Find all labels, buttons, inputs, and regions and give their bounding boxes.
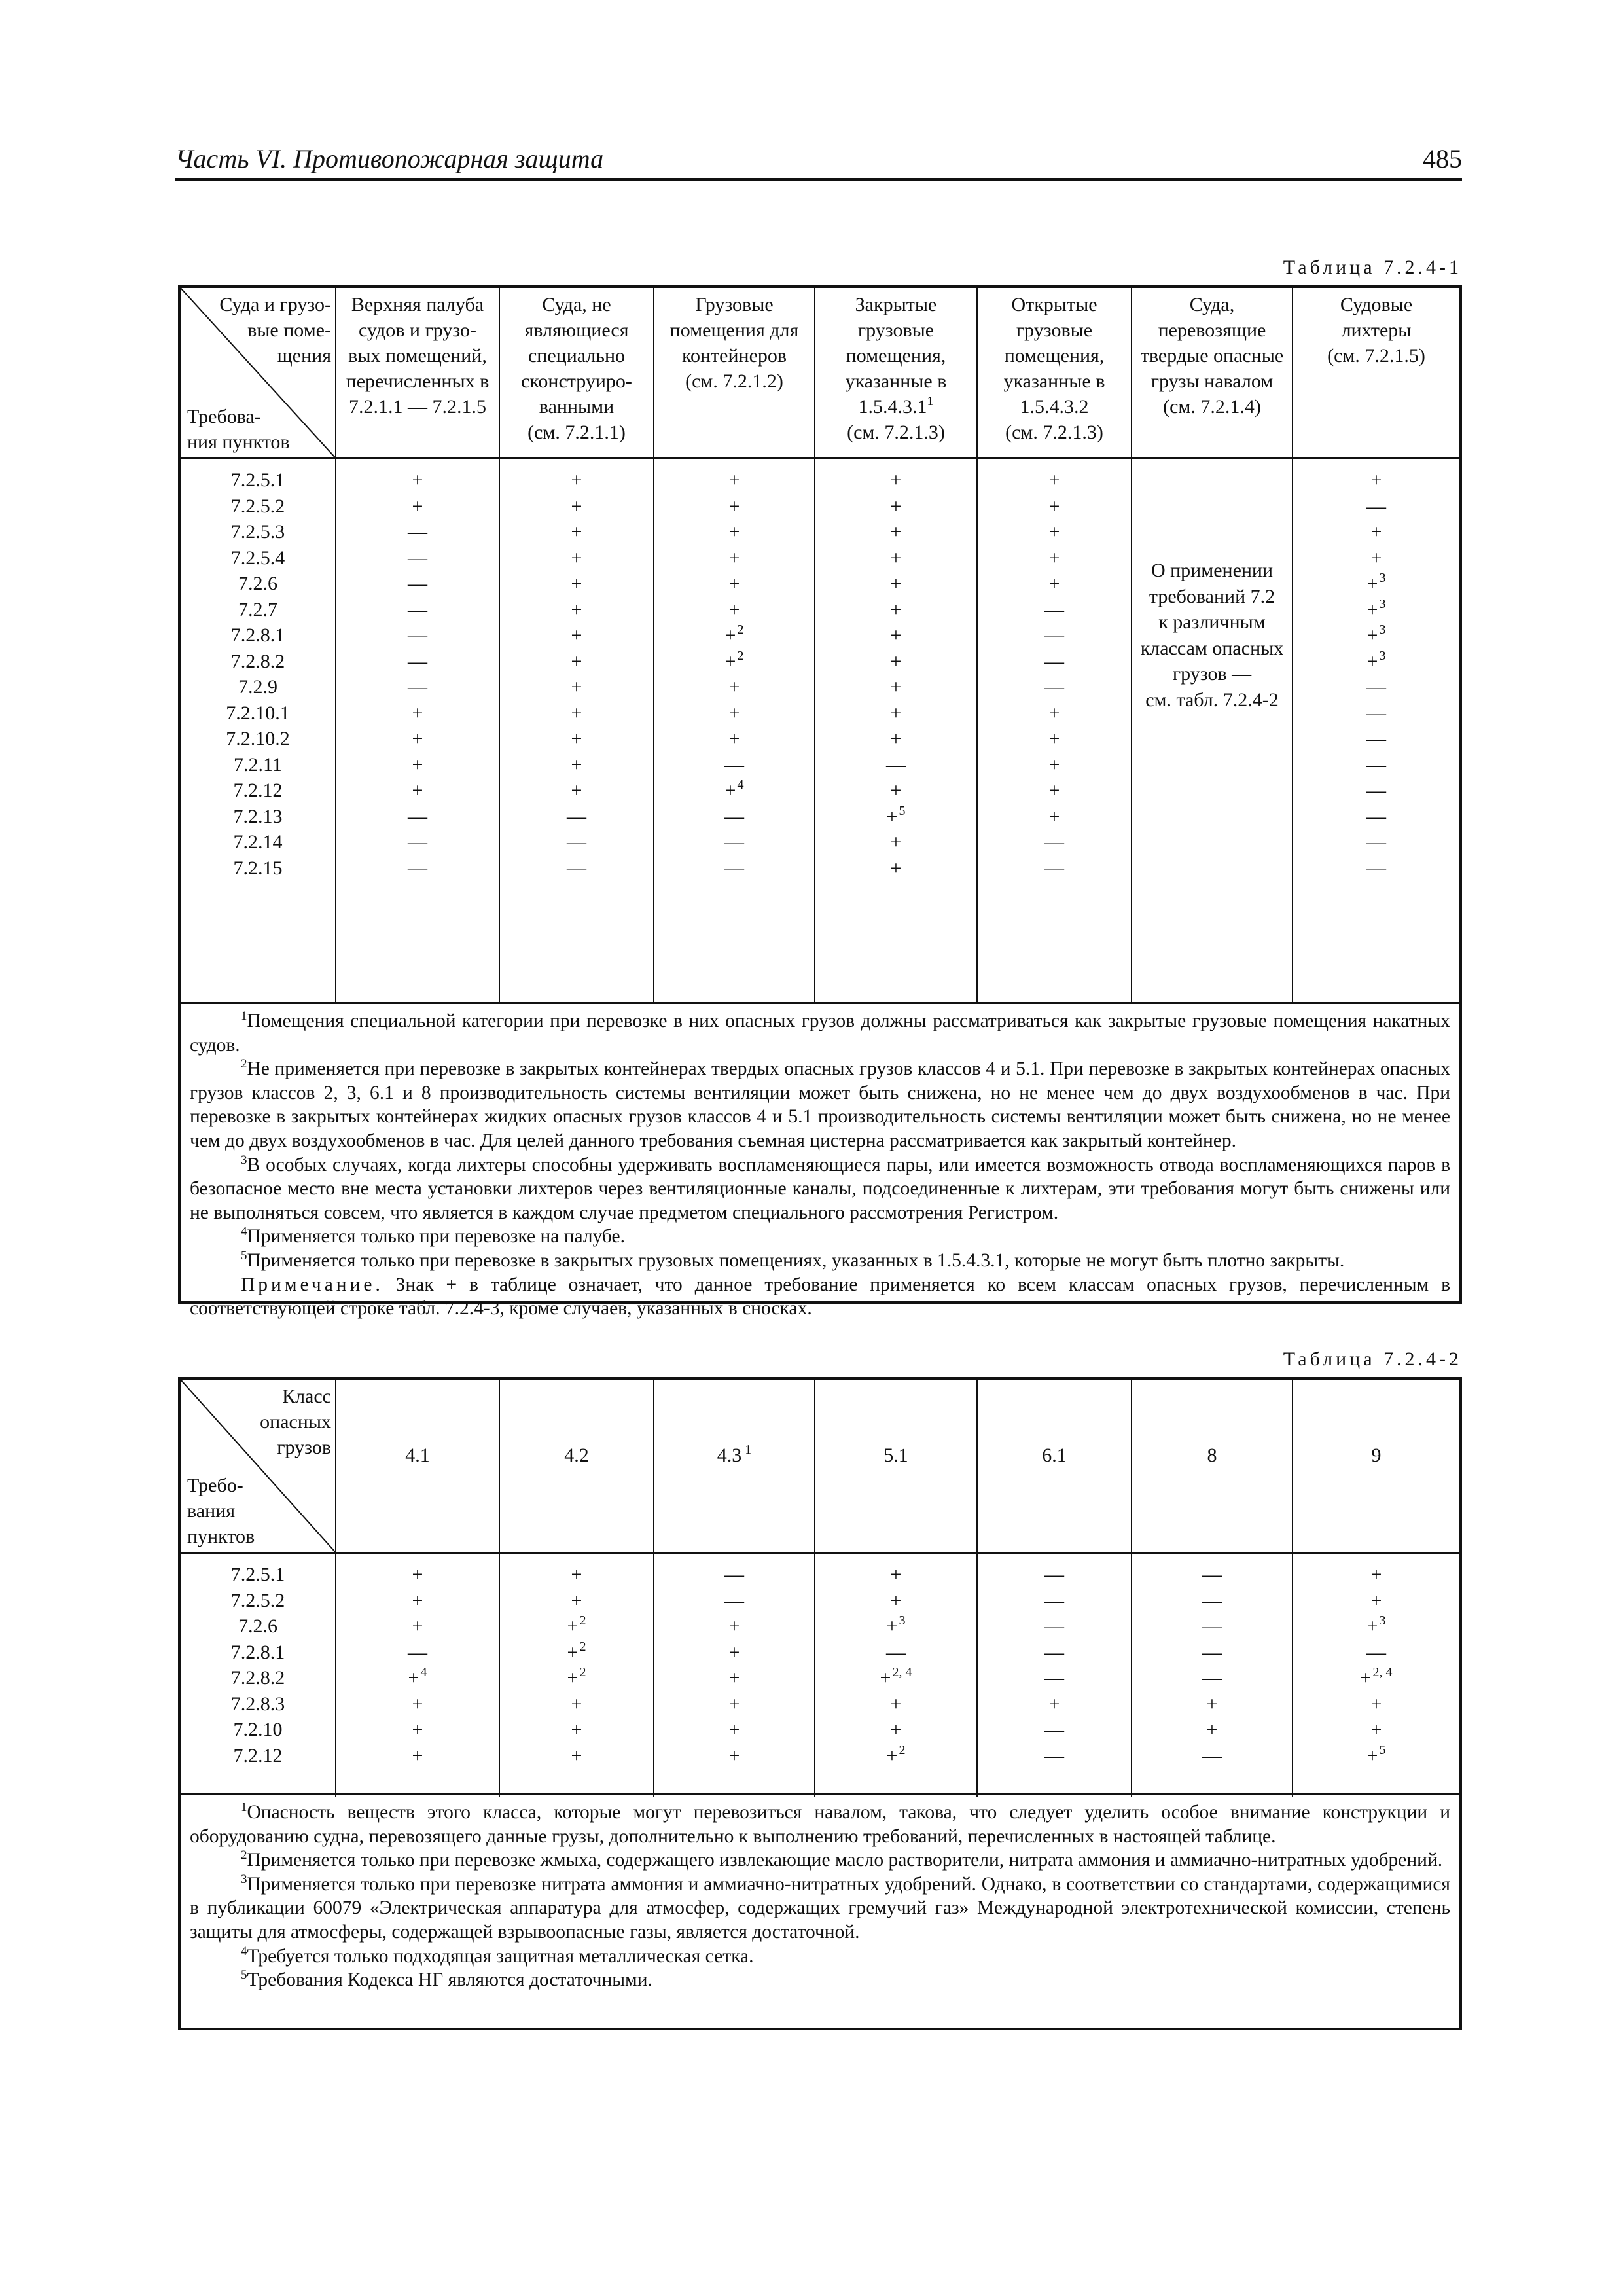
table1-row-labels [181,459,335,1002]
table2-body [181,1554,1459,1797]
table2-column-header-1: 4.1 [335,1380,499,1552]
table1-cell: + $^3$ [1366,622,1386,646]
table1-cell: — [408,805,427,827]
table2-cell: — [1202,1589,1222,1611]
table1-cell: — [567,831,586,853]
table2-cell: + [412,1615,423,1637]
table1-cell: + [1048,495,1060,517]
footnote-mark: 4 [241,1944,247,1958]
table2-row-label: 7.2.8.2 [230,1667,285,1689]
table1-corner-bottom: Требова- ния пунктов [187,406,290,453]
table1-cell: + [890,547,902,569]
table1-cell: — [408,573,427,594]
table1-cell: + [890,495,902,517]
table1-header [181,288,1459,459]
table1-cell: + [728,728,740,749]
footnote-ref: 2 [899,1742,906,1757]
table1-notes [181,1002,1459,1319]
table1-cell: — [724,831,744,853]
table1-cell: + [728,676,740,698]
table1-cell: + [571,469,582,491]
table1-footnote-3: $^3$В особых случаях, когда лихтеры способны удерживать воспламеняющиеся пары, или имеется возможность отвода воспламеняющихся паров в безопасное место вне места установки лихтеров через вентиляционные каналы, подсоединенные к лихтерам, эти требования могут быть снижены или не выполняться совсем, что является в каждом случае предметом специального рассмотрения Регистром. [190,1153,1450,1223]
table1-footnote-1: $^1$Помещения специальной категории при перевозке в них опасных грузов должны рассматриваться как закрытые грузовые помещения накатных судов. [190,1009,1450,1056]
table2-row-label: 7.2.6 [238,1615,277,1637]
table1-cell: — [724,857,744,879]
table1-column-6 [1131,459,1292,1002]
footnote-ref: 3 [1379,622,1386,637]
table1-cell: — [408,650,427,672]
table2-footnote-1: $^1$Опасность веществ этого класса, которые могут перевозиться навалом, такова, что следует уделить особое внимание конструкции и оборудованию судна, перевозящего данные грузы, дополнительно к выполнению требований, перечисленных в настоящей таблице. [190,1801,1450,1847]
table2-cell: + [412,1719,423,1740]
table2-cell: + [1206,1719,1218,1740]
table1-cell: + [890,857,902,879]
table1-cell: + $^2$ [724,648,744,672]
table1-cell: + [571,495,582,517]
remark-label: Примечание. [241,1274,383,1295]
table1-cell: — [1366,857,1386,879]
page-header [175,143,1462,181]
table2-column-3 [653,1554,814,1797]
footnote-ref: 3 [1379,1613,1386,1628]
table2-cell: + [890,1564,902,1585]
table2-cell: + [571,1719,582,1740]
table1-cell: + $^2$ [724,622,744,646]
table2-cell: + [571,1564,582,1585]
table1-cell: + [728,702,740,724]
footnote-ref: 1 [927,394,934,408]
table1-cell: + [571,573,582,594]
table1-cell: — [1366,831,1386,853]
table1-cell: — [1366,728,1386,749]
footnote-ref: 2 [579,1639,586,1654]
table2-column-header-5: 6.1 [976,1380,1131,1552]
table2-cell: — [1202,1744,1222,1767]
table1-cell: + [728,521,740,543]
table2-cell: + $^{2, 4}$ [1360,1665,1393,1689]
table1-cell: + [1370,469,1382,491]
table1-column-header-3: Грузовые помещения для контейнеров (см. 7.2.1.2) [653,288,814,457]
table2-cell: + [571,1693,582,1715]
footnote-ref: 3 [1379,596,1386,611]
table1-cell: + [1048,780,1060,801]
table1-cell: + [412,728,423,749]
table2-cell: + [412,1693,423,1715]
table1-cell: — [1044,650,1064,672]
table1-cell: + $^5$ [886,803,906,827]
table2-cell: + [412,1744,423,1767]
table1-cell: + [890,469,902,491]
table2-cell: + $^5$ [1366,1742,1386,1767]
table-7-2-4-2 [178,1377,1462,2030]
table2-cell: + [728,1693,740,1715]
table1-cell: + [728,573,740,594]
table1-cell: + [1048,521,1060,543]
table2-cell: — [1202,1667,1222,1689]
table1-row-label: 7.2.11 [234,753,282,776]
table1-row-label: 7.2.7 [238,598,277,620]
footnote-ref: 3 [899,1613,906,1628]
table1-cell: + [571,702,582,724]
footnote-ref: 2, 4 [1372,1665,1393,1679]
running-title: Часть VI. Противопожарная защита [175,144,604,173]
table1-cell: — [1044,857,1064,879]
table1-cell: — [408,676,427,698]
table2-column-header-7: 9 [1292,1380,1459,1552]
table1-cell: — [1044,676,1064,698]
table1-row-label: 7.2.15 [233,857,283,879]
table2-column-header-6: 8 [1131,1380,1292,1552]
table1-cell: + [1048,547,1060,569]
table1-cell: — [1044,831,1064,853]
table1-cell: + [890,573,902,594]
table2-cell: + [1370,1589,1382,1611]
table1-cell: — [567,805,586,827]
table1-corner-top: Суда и грузо- вые поме- щения [219,294,331,367]
table2-cell: + [728,1744,740,1767]
table1-row-label: 7.2.6 [238,573,277,594]
table2-header [181,1380,1459,1554]
table2-column-2 [499,1554,653,1797]
table1-cell: + [728,598,740,620]
table2-row-label: 7.2.10 [233,1719,283,1740]
table2-row-label: 7.2.5.2 [230,1589,285,1611]
table1-cell: + [1370,547,1382,569]
footnote-ref: 2 [579,1613,586,1628]
footnote-ref: 4 [737,778,744,792]
table2-cell: + [728,1719,740,1740]
table1-cell: + [890,676,902,698]
table1-cell: — [1044,598,1064,620]
table1-cell: — [408,547,427,569]
footnote-ref: 3 [1379,571,1386,585]
table2-cell: — [1202,1641,1222,1663]
table1-cell: + [571,728,582,749]
table2-cell: — [724,1564,744,1585]
table2-cell: — [1044,1744,1064,1767]
table2-cell: + $^2$ [567,1665,586,1689]
table2-column-6 [1131,1554,1292,1797]
table1-caption: Таблица 7.2.4-1 [1283,257,1462,278]
footnote-mark: 3 [241,1153,247,1167]
footnote-mark: 5 [241,1968,247,1982]
table2-cell: — [1366,1641,1386,1663]
table2-column-1 [335,1554,499,1797]
table2-corner-bottom: Требо- вания пунктов [187,1475,255,1547]
table2-column-header-3: 4.3 $^1$ [653,1380,814,1552]
table2-footnote-3: $^3$Применяется только при перевозке нитрата аммония и аммиачно-нитратных удобрений. Однако, в соответствии со стандартами, содержащимися в публикации 60079 «Электрическая аппаратура для атмосфер, содержащих гремучий газ» Международной электротехнической комиссии, степень защиты для атмосферы, содержащей взрывоопасные газы, является достаточной. [190,1872,1450,1943]
table1-cell: — [1366,676,1386,698]
table1-cell: + [890,702,902,724]
footnote-mark: 3 [241,1872,247,1886]
table1-column-5 [976,459,1131,1002]
table1-cell: — [408,598,427,620]
table1-cell: + [1048,469,1060,491]
table2-cell: + [1206,1693,1218,1715]
table2-row-label: 7.2.8.1 [230,1641,285,1663]
table1-column-header-5: Открытые грузовые помещения, указанные в 1.5.4.3.2 (см. 7.2.1.3) [976,288,1131,457]
table1-cell: + $^4$ [724,778,744,801]
table1-cell: — [1366,495,1386,517]
table1-cell: + [412,780,423,801]
table1-cell: + [571,676,582,698]
table2-cell: + $^2$ [886,1742,906,1767]
table1-cell: + [890,624,902,646]
table2-cell: + [890,1589,902,1611]
table1-cell: + [571,547,582,569]
table1-cell: — [408,857,427,879]
table2-cell: + [728,1667,740,1689]
table1-column-header-4: Закрытые грузовые помещения, указанные в 1.5.4.3.1$^1$ (см. 7.2.1.3) [814,288,976,457]
table1-cell: + [1048,753,1060,776]
table1-cell: — [1366,702,1386,724]
table2-caption: Таблица 7.2.4-2 [1283,1348,1462,1370]
table2-column-7 [1292,1554,1459,1797]
table2-corner-top: Класс опасных грузов [260,1386,331,1458]
table1-cell: + [890,598,902,620]
footnote-ref: 2 [737,648,744,663]
table1-cell: + [571,624,582,646]
table2-row-label: 7.2.12 [233,1744,283,1767]
footnote-mark: 4 [241,1225,247,1239]
table2-cell: + [571,1744,582,1767]
footnote-mark: 2 [241,1848,247,1863]
table1-cell: + [412,469,423,491]
table1-remark: Примечание. Знак + в таблице означает, что данное требование применяется ко всем классам опасных грузов, перечисленным в соответствующей строке табл. 7.2.4-3, кроме случаев, указанных в сносках. [190,1274,1450,1319]
table2-cell: + [890,1693,902,1715]
table1-cell: + $^3$ [1366,596,1386,620]
footnote-mark: 1 [241,1801,247,1814]
table1-cell: + [1048,573,1060,594]
table2-cell: + $^4$ [408,1665,427,1689]
table1-cell: — [1366,805,1386,827]
table1-row-label: 7.2.8.1 [230,624,285,646]
table1-cell: — [1366,753,1386,776]
table1-column-header-1: Верхняя палуба судов и грузо- вых помещений, перечисленных в 7.2.1.1 — 7.2.1.5 [335,288,499,457]
table1-row-label: 7.2.10.2 [226,728,290,749]
table2-column-5 [976,1554,1131,1797]
table2-cell: + [412,1589,423,1611]
table2-corner-cell [181,1380,335,1552]
table1-row-label: 7.2.9 [238,676,277,698]
footnote-ref: 3 [1379,648,1386,663]
table2-cell: + [1048,1693,1060,1715]
table2-cell: + [412,1564,423,1585]
footnote-mark: 1 [241,1009,247,1023]
table1-cell: + [890,780,902,801]
table1-cell: + [571,753,582,776]
table2-cell: — [1044,1667,1064,1689]
footnote-ref: 2 [579,1665,586,1679]
table2-cell: + $^3$ [1366,1613,1386,1637]
table1-column-header-7: Судовые лихтеры (см. 7.2.1.5) [1292,288,1459,457]
footnote-ref: 1 [741,1443,752,1457]
table2-row-label: 7.2.8.3 [230,1693,285,1715]
table1-row-label: 7.2.13 [233,805,283,827]
table2-cell: — [724,1589,744,1611]
table1-footnote-5: $^5$Применяется только при перевозке в закрытых грузовых помещениях, указанных в 1.5.4.3.1, которые не могут быть плотно закрыты. [241,1248,1345,1271]
table1-cell: — [408,831,427,853]
table2-cell: — [886,1641,906,1663]
table2-footnote-4: $^4$Требуется только подходящая защитная металлическая сетка. [241,1944,754,1967]
footnote-mark: 2 [241,1057,247,1071]
table1-cell: + [728,547,740,569]
table1-cell: — [408,521,427,543]
table1-cell: + [728,495,740,517]
table1-row-label: 7.2.5.2 [230,495,285,517]
table1-merged-note: О применении требований 7.2 к различным классам опасных грузов — см. табл. 7.2.4-2 [1140,560,1284,711]
table2-cell: + $^{2, 4}$ [880,1665,912,1689]
table1-cell: + [571,598,582,620]
table1-row-label: 7.2.14 [233,831,283,853]
table1-cell: + [412,495,423,517]
table1-cell: + [1048,728,1060,749]
table1-cell: — [1366,780,1386,801]
footnote-ref: 5 [899,803,906,818]
table1-cell: — [1044,624,1064,646]
table1-body [181,459,1459,1002]
table1-column-header-2: Суда, не являющиеся специально сконструиро- ванными (см. 7.2.1.1) [499,288,653,457]
footnote-ref: 2, 4 [892,1665,912,1679]
table2-cell: — [1044,1615,1064,1637]
footnote-ref: 4 [420,1665,427,1679]
table2-cell: + [728,1615,740,1637]
table2-footnote-2: $^2$Применяется только при перевозке жмыха, содержащего извлекающие масло растворители, нитрата аммония и аммиачно-нитратных удобрений. [241,1848,1443,1871]
table2-cell: + [890,1719,902,1740]
table1-cell: — [408,624,427,646]
table1-cell: — [724,805,744,827]
table2-cell: + [1370,1719,1382,1740]
table2-row-label: 7.2.5.1 [230,1564,285,1585]
table2-row-labels [181,1554,335,1797]
table1-cell: — [724,753,744,776]
table2-cell: — [1044,1719,1064,1740]
table2-cell: — [1044,1641,1064,1663]
table2-cell: + [1370,1693,1382,1715]
table1-cell: + [728,469,740,491]
table1-cell: + [890,728,902,749]
table-7-2-4-1 [178,285,1462,1319]
table2-cell: — [1202,1615,1222,1637]
table1-column-2 [499,459,653,1002]
table2-cell: — [1044,1589,1064,1611]
table1-column-7 [1292,459,1459,1002]
table1-cell: + [1370,521,1382,543]
table1-row-label: 7.2.5.4 [230,547,285,569]
footnote-ref: 2 [737,622,744,637]
table1-row-label: 7.2.5.1 [230,469,285,491]
table1-cell: + [890,521,902,543]
table1-row-label: 7.2.10.1 [226,702,290,724]
table2-notes [181,1793,1459,2028]
page-number: 485 [1423,144,1462,173]
table1-cell: + $^3$ [1366,648,1386,672]
table1-cell: — [567,857,586,879]
table1-row-label: 7.2.12 [233,780,283,801]
table2-cell: + [571,1589,582,1611]
table1-cell: + [571,780,582,801]
table1-row-label: 7.2.5.3 [230,521,285,543]
table2-cell: + $^2$ [567,1613,586,1637]
table2-column-header-4: 5.1 [814,1380,976,1552]
table2-footnote-5: $^5$Требования Кодекса НГ являются достаточными. [241,1968,652,1991]
table2-cell: — [408,1641,427,1663]
table1-cell: + [571,650,582,672]
table1-column-header-6: Суда, перевозящие твердые опасные грузы навалом (см. 7.2.1.4) [1131,288,1292,457]
table1-cell: + [571,521,582,543]
table2-column-header-2: 4.2 [499,1380,653,1552]
footnote-mark: 5 [241,1248,247,1263]
table2-cell: + $^3$ [886,1613,906,1637]
table1-footnote-2: $^2$Не применяется при перевозке в закрытых контейнерах твердых опасных грузов классов 4 и 5.1. При перевозке в закрытых контейнерах опасных грузов классов 2, 3, 6.1 и 8 производительность системы вентиляции может быть снижена, но не менее чем до двух воздухообменов в час. При перевозке в закрытых контейнерах жидких опасных грузов классов 4 и 5.1 производительность системы вентиляции может быть снижена, но не менее чем до двух воздухообменов в час. Для целей данного требования съемная цистерна рассматривается как закрытый контейнер. [190,1057,1450,1151]
table1-column-1 [335,459,499,1002]
table2-cell: + [1370,1564,1382,1585]
table1-cell: + [1048,702,1060,724]
table2-cell: — [1202,1564,1222,1585]
table1-cell: — [886,753,906,776]
table2-cell: + [728,1641,740,1663]
table1-corner-cell [181,288,335,457]
table1-footnote-4: $^4$Применяется только при перевозке на палубе. [241,1225,626,1247]
table1-cell: + [890,831,902,853]
table1-column-4 [814,459,976,1002]
table1-row-label: 7.2.8.2 [230,650,285,672]
table1-cell: + [412,702,423,724]
table2-column-4 [814,1554,976,1797]
table1-cell: + [890,650,902,672]
table1-cell: + [1048,805,1060,827]
table2-cell: + $^2$ [567,1639,586,1663]
footnote-ref: 5 [1379,1742,1386,1757]
table2-cell: — [1044,1564,1064,1585]
table1-cell: + $^3$ [1366,571,1386,594]
table1-cell: + [412,753,423,776]
table1-column-3 [653,459,814,1002]
